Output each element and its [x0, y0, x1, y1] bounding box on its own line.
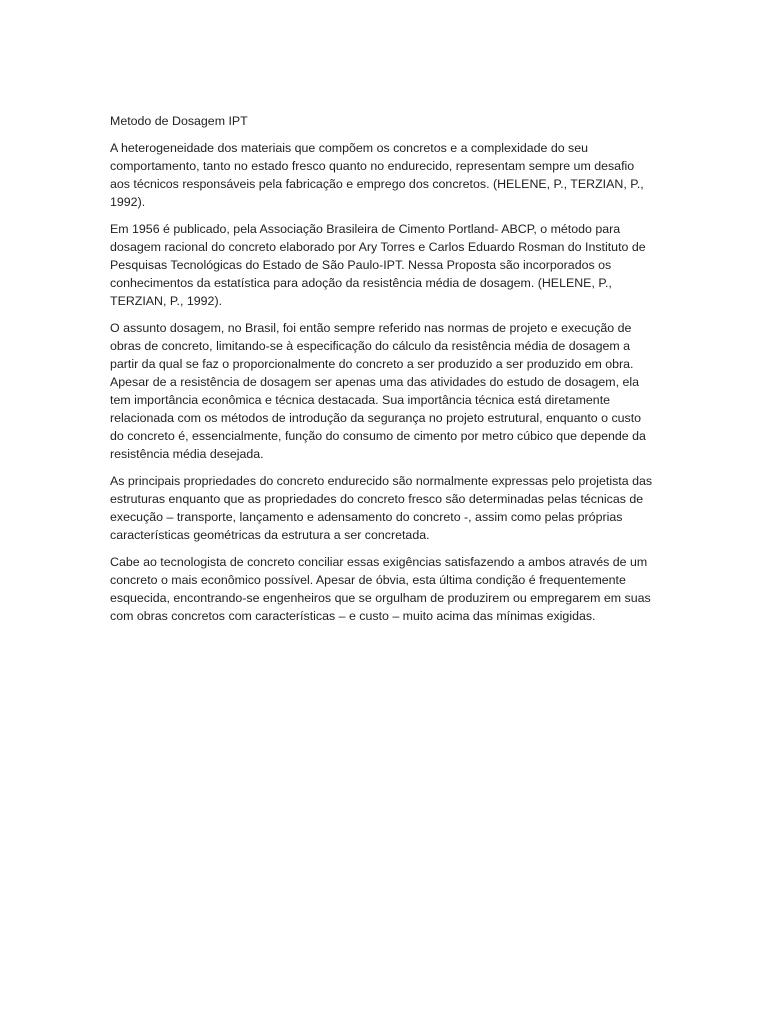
- paragraph-5: Cabe ao tecnologista de concreto conciliar essas exigências satisfazendo a ambos através de um concreto o mais econômico possível. Apesar de óbvia, esta última condição é frequentemente esquecida, encontrando-se engenheiros que se orgulham de produzirem ou empregarem em suas com obras concretos com características – e custo – muito acima das mínimas exigidas.: [110, 555, 651, 623]
- paragraph-2: Em 1956 é publicado, pela Associação Brasileira de Cimento Portland- ABCP, o método para dosagem racional do concreto elaborado por Ary Torres e Carlos Eduardo Rosman do Instituto de Pesquisas Tecnológicas do Estado de São Paulo-IPT. Nessa Proposta são incorporados os conhecimentos da estatística para adoção da resistência média de dosagem. (HELENE, P., TERZIAN, P., 1992).: [110, 222, 646, 308]
- document-page: [110, 112, 655, 634]
- paragraph-3: O assunto dosagem, no Brasil, foi então sempre referido nas normas de projeto e execução de obras de concreto, limitando-se à especificação do cálculo da resistência média de dosagem a partir da qual se faz o proporcionalmente do concreto a ser produzido a ser produzido em obra. Apesar de a resistência de dosagem ser apenas uma das atividades do estudo de dosagem, ela tem importância econômica e técnica destacada. Sua importância técnica está diretamente relacionada com os métodos de introdução da segurança no projeto estrutural, enquanto o custo do concreto é, essencialmente, função do consumo de cimento por metro cúbico que depende da resistência média desejada.: [110, 321, 646, 461]
- paragraph-1: A heterogeneidade dos materiais que compõem os concretos e a complexidade do seu comportamento, tanto no estado fresco quanto no endurecido, representam sempre um desafio aos técnicos responsáveis pela fabricação e emprego dos concretos. (HELENE, P., TERZIAN, P., 1992).: [110, 141, 644, 209]
- paragraph-4: As principais propriedades do concreto endurecido são normalmente expressas pelo projetista das estruturas enquanto que as propriedades do concreto fresco são determinadas pelas técnicas de execução – transporte, lançamento e adensamento do concreto -, assim como pelas próprias características geométricas da estrutura a ser concretada.: [110, 474, 653, 542]
- document-title: Metodo de Dosagem IPT: [110, 114, 248, 128]
